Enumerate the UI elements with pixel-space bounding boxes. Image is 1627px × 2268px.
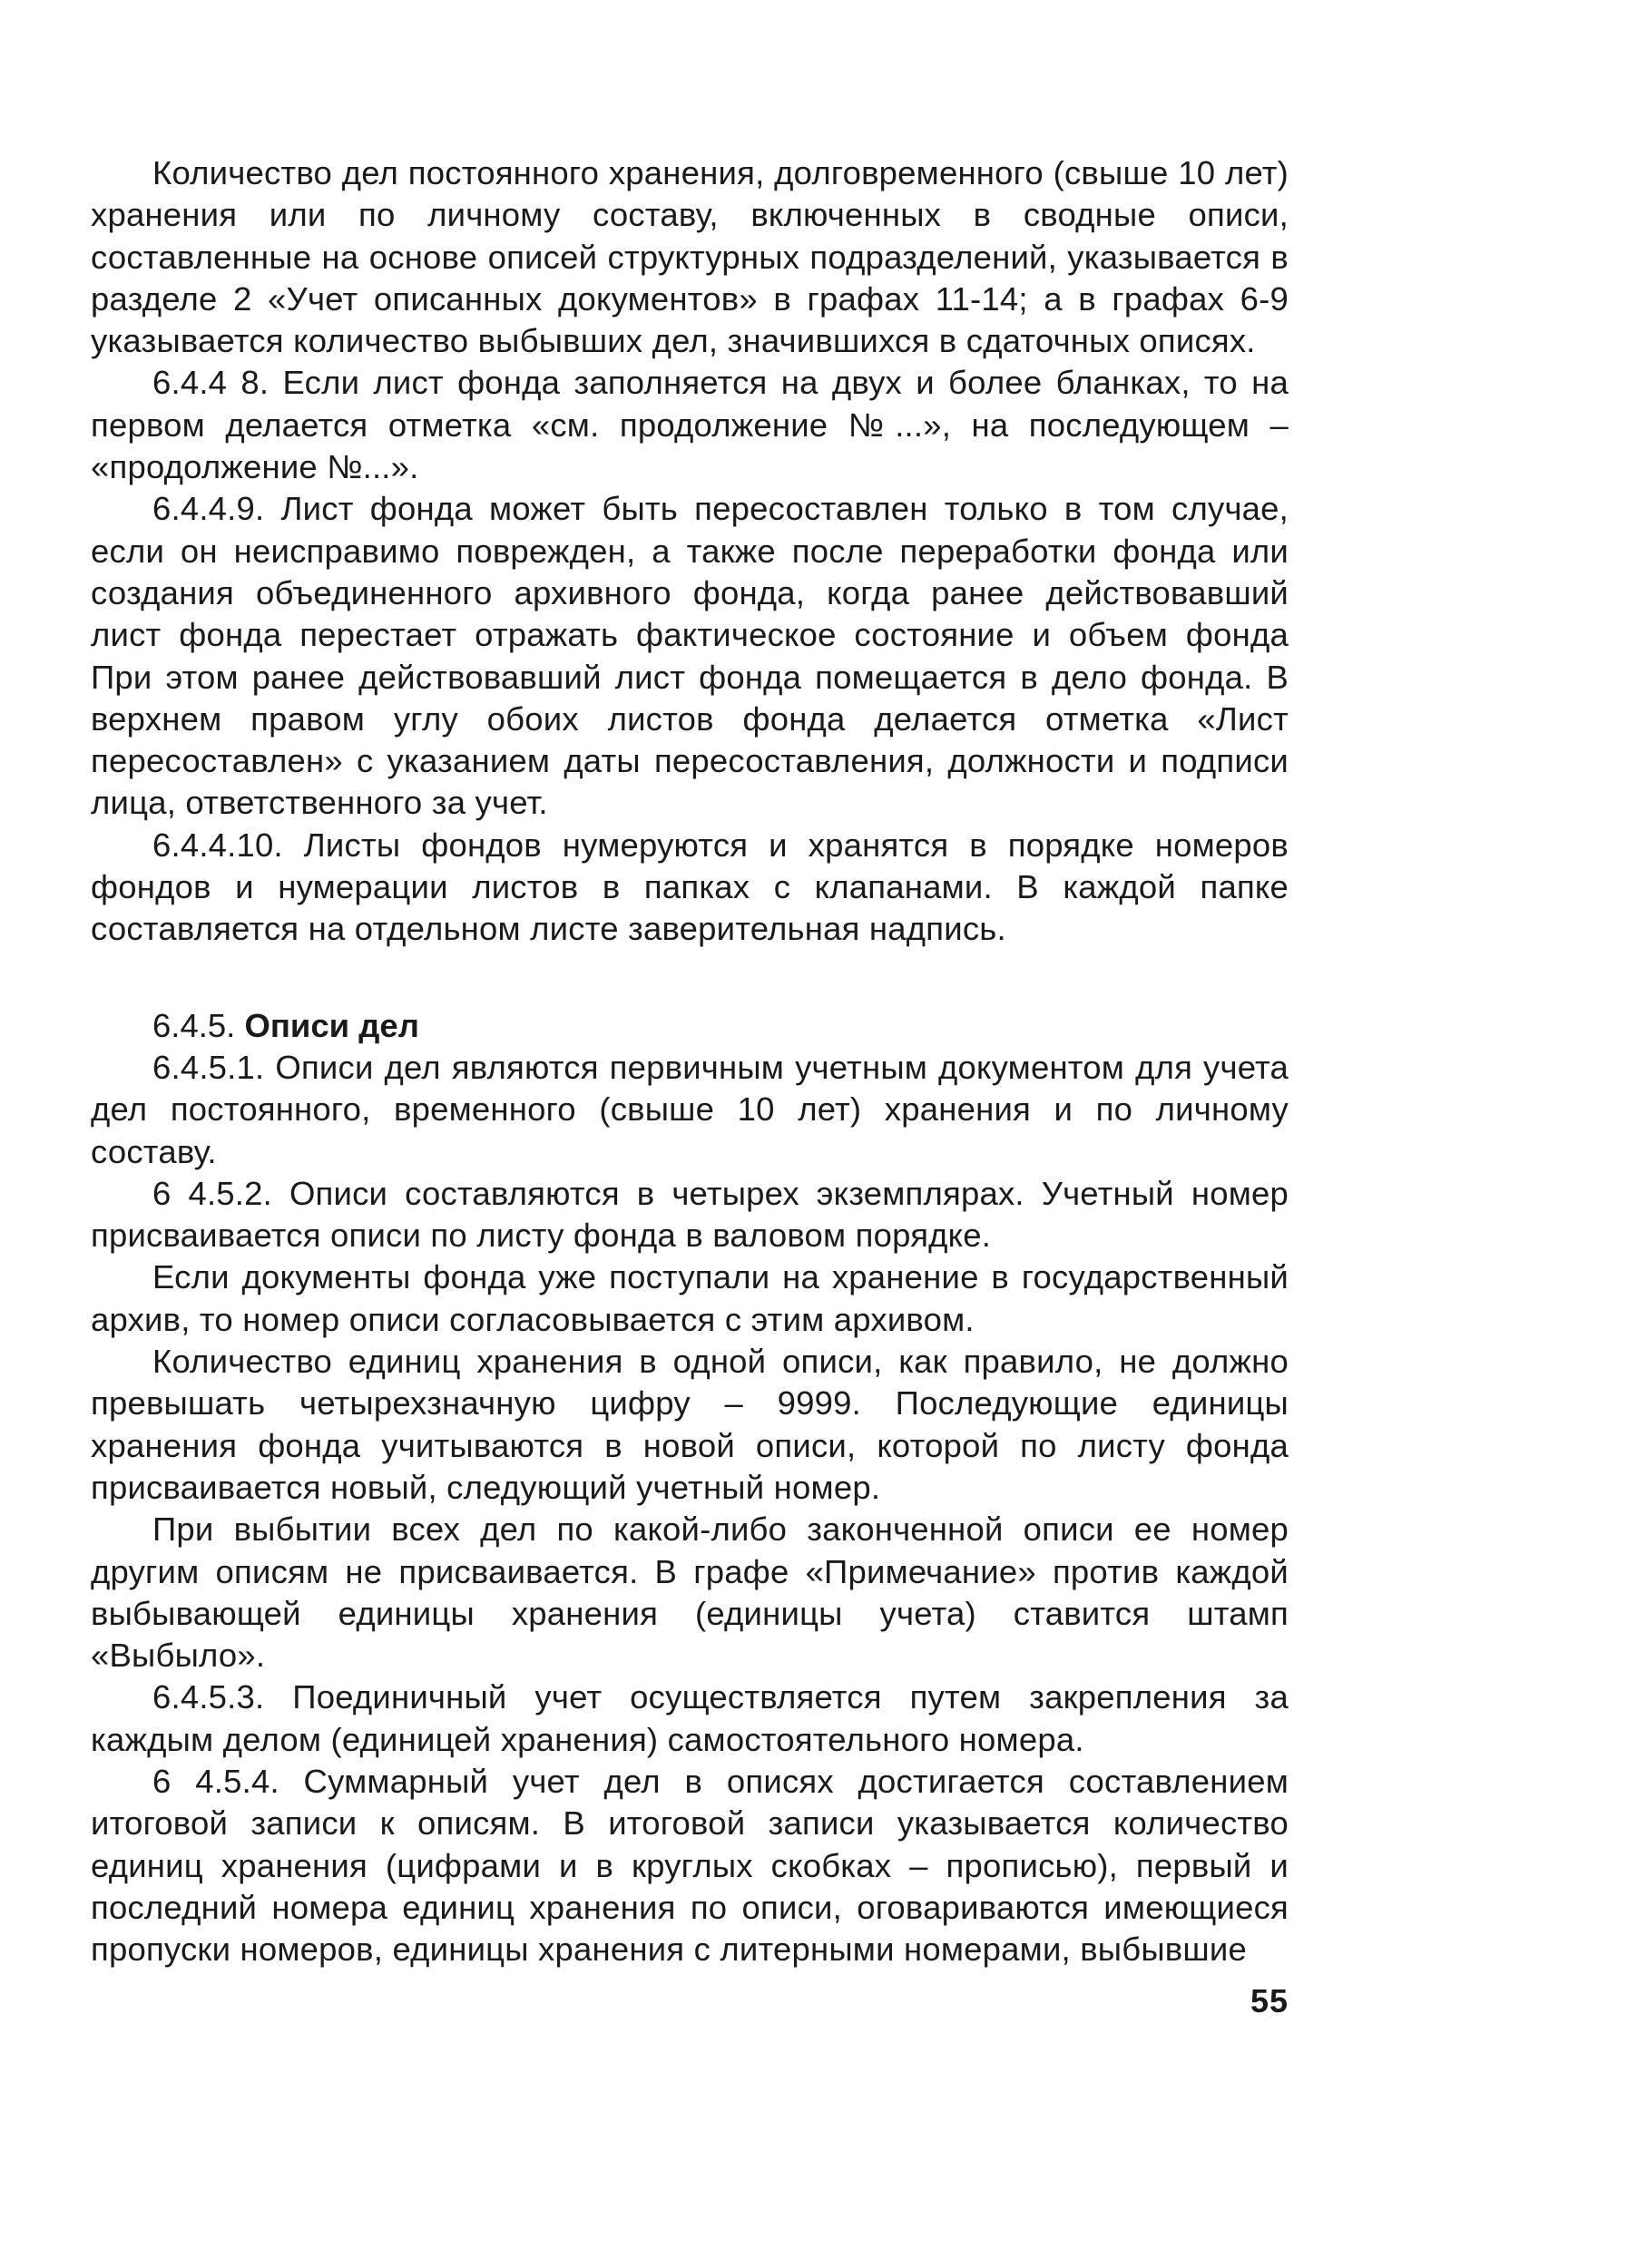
paragraph-accounting-of-cases: Количество дел постоянного хранения, долговременного (свыше 10 лет) хранения или по личному составу, включенных в сводные описи, составленные на основе описей структурных подразделений, указывается в разделе 2 «Учет описанных документов» в графах 11-14; а в графах 6-9 указывается количество выбывших дел, значившихся в сдаточных описях. bbox=[91, 154, 1289, 360]
paragraph-retirement: При выбытии всех дел по какой-либо законченной описи ее номер другим описям не присваивается. В графе «Примечание» против каждой выбывающей единицы хранения (единицы учета) ставится штамп «Выбыло». bbox=[91, 1510, 1289, 1675]
paragraph-units-count: Количество единиц хранения в одной описи, как правило, не должно превышать четырехзначную цифру – 9999. Последующие единицы хранения фонда учитываются в новой описи, которой по листу фонда присваивается новый, следующий учетный номер. bbox=[91, 1343, 1289, 1506]
paragraph-6-4-5-2: 6 4.5.2. Описи составляются в четырех экземплярах. Учетный номер присваивается описи по листу фонда в валовом порядке. bbox=[91, 1174, 1289, 1255]
paragraph-6-4-4-8: 6.4.4 8. Если лист фонда заполняется на двух и более бланках, то на первом делается отметка «см. продолжение №...», на последующем – «продолжение №...». bbox=[91, 364, 1289, 486]
paragraph-state-archive: Если документы фонда уже поступали на хранение в государственный архив, то номер описи согласовывается с этим архивом. bbox=[91, 1258, 1289, 1338]
paragraph-6-4-5-3: 6.4.5.3. Поединичный учет осуществляется путем закрепления за каждым делом (единицей хранения) самостоятельного номера. bbox=[91, 1678, 1289, 1758]
page-number: 55 bbox=[1250, 1982, 1289, 2019]
text-column bbox=[91, 152, 1289, 1970]
paragraph-6-4-4-10: 6.4.4.10. Листы фондов нумеруются и хранятся в порядке номеров фондов и нумерации листов в папках с клапанами. В каждой папке составляется на отдельном листе заверительная надпись. bbox=[91, 826, 1289, 948]
section-number: 6.4.5. bbox=[152, 1006, 236, 1044]
section-heading-6-4-5 bbox=[91, 1005, 1289, 1047]
section-title: Описи дел bbox=[244, 1006, 419, 1044]
paragraph-6-4-5-1: 6.4.5.1. Описи дел являются первичным учетным документом для учета дел постоянного, временного (свыше 10 лет) хранения и по личному составу. bbox=[91, 1048, 1289, 1170]
paragraph-6-4-4-9: 6.4.4.9. Лист фонда может быть пересоставлен только в том случае, если он неисправимо поврежден, а также после переработки фонда или создания объединенного архивного фонда, когда ранее действовавший лист фонда перестает отражать фактическое состояние и объем фонда При этом ранее действовавший лист фонда помещается в дело фонда. В верхнем правом углу обоих листов фонда делается отметка «Лист пересоставлен» с указанием даты пересоставления, должности и подписи лица, ответственного за учет. bbox=[91, 490, 1289, 822]
paragraph-6-4-5-4: 6 4.5.4. Суммарный учет дел в описях достигается составлением итоговой записи к описям. В итоговой записи указывается количество единиц хранения (цифрами и в круглых скобках – прописью), первый и последний номера единиц хранения по описи, оговариваются имеющиеся пропуски номеров, единицы хранения с литерными номерами, выбывшие bbox=[91, 1762, 1289, 1969]
